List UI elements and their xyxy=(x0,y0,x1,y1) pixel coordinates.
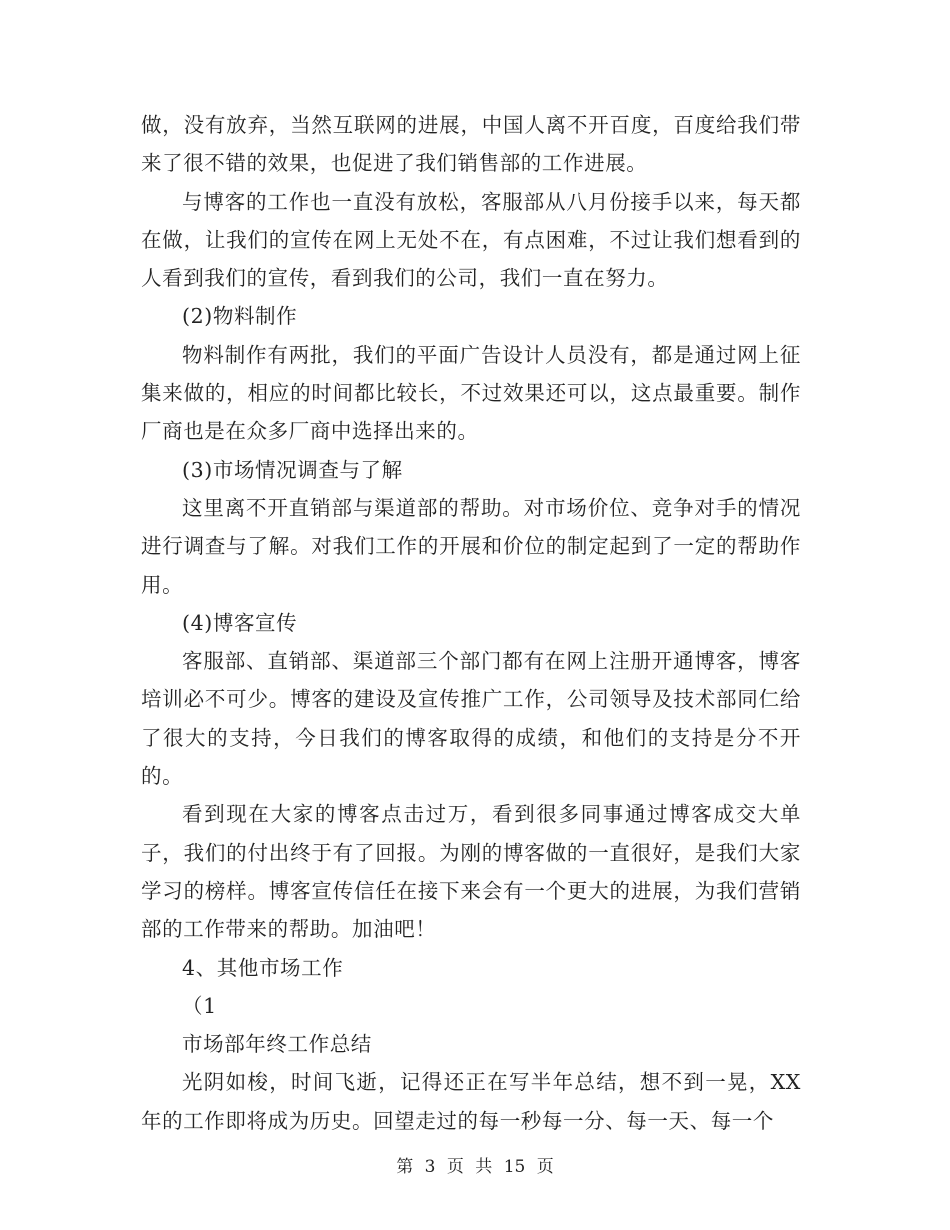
paragraph-market-survey: 这里离不开直销部与渠道部的帮助。对市场价位、竞争对手的情况进行调查与了解。对我们工作的开展和价位的制定起到了一定的帮助作用。 xyxy=(141,495,801,597)
paragraph-blog-promotion: 客服部、直销部、渠道部三个部门都有在网上注册开通博客，博客培训必不可少。博客的建设及宣传推广工作，公司领导及技术部同仁给了很大的支持，今日我们的博客取得的成绩，和他们的支持是分不开的。 xyxy=(141,649,801,789)
document-title: 市场部年终工作总结 xyxy=(182,1032,372,1057)
paragraph-blog-results: 看到现在大家的博客点击过万，看到很多同事通过博客成交大单子，我们的付出终于有了回报。为刚的博客做的一直很好，是我们大家学习的榜样。博客宣传信任在接下来会有一个更大的进展，为我们营销部的工作带来的帮助。加油吧！ xyxy=(141,802,801,942)
paragraph-summary-intro: 光阴如梭，时间飞逝，记得还正在写半年总结，想不到一晃，XX年的工作即将成为历史。回望走过的每一秒每一分、每一天、每一个 xyxy=(141,1070,801,1133)
section-heading-other-market-work: 4、其他市场工作 xyxy=(182,955,344,980)
section-heading-market-survey: (3)市场情况调查与了解 xyxy=(182,457,403,482)
page-number-footer: 第 3 页 共 15 页 xyxy=(396,1157,554,1177)
section-subheading-fragment: （1 xyxy=(182,993,217,1018)
document-body xyxy=(141,106,801,1140)
paragraph-continuation: 做，没有放弃，当然互联网的进展，中国人离不开百度，百度给我们带来了很不错的效果，也促进了我们销售部的工作进展。 xyxy=(141,113,801,176)
section-heading-blog-promotion: (4)博客宣传 xyxy=(182,610,298,635)
paragraph-blog-work: 与博客的工作也一直没有放松，客服部从八月份接手以来，每天都在做，让我们的宣传在网上无处不在，有点困难，不过让我们想看到的人看到我们的宣传，看到我们的公司，我们一直在努力。 xyxy=(141,189,801,291)
paragraph-materials: 物料制作有两批，我们的平面广告设计人员没有，都是通过网上征集来做的，相应的时间都比较长，不过效果还可以，这点最重要。制作厂商也是在众多厂商中选择出来的。 xyxy=(141,342,801,444)
section-heading-materials: (2)物料制作 xyxy=(182,304,298,329)
